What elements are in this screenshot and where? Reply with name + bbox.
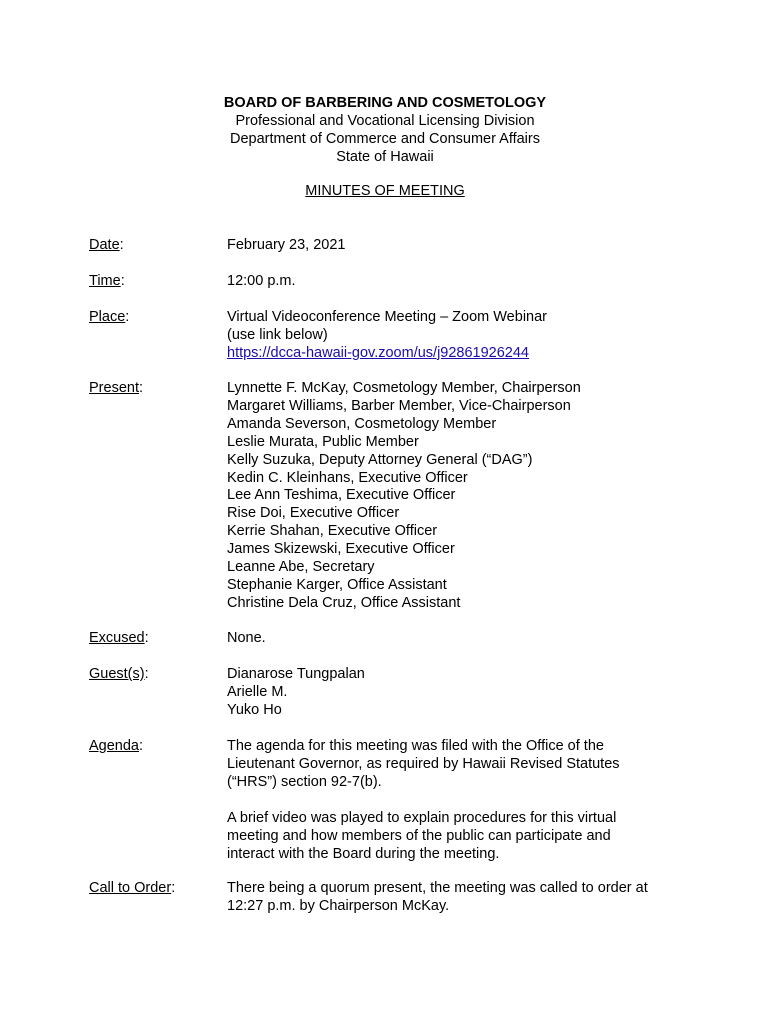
agenda-label-text: Agenda	[89, 738, 139, 754]
place-line-1: Virtual Videoconference Meeting – Zoom Webinar	[227, 309, 547, 325]
time-value	[227, 273, 677, 291]
department-name: Department of Commerce and Consumer Affairs	[229, 131, 540, 147]
zoom-webinar-link[interactable]: https://dcca-hawaii-gov.zoom/us/j92861926244	[227, 344, 530, 361]
date-label: Date:	[89, 237, 124, 253]
present-label: Present:	[89, 380, 144, 396]
division-name: Professional and Vocational Licensing Division	[235, 113, 535, 129]
place-line-2: (use link below)	[227, 326, 328, 343]
agenda-text	[227, 738, 677, 863]
place-label: Place:	[89, 309, 130, 325]
present-person: Kerrie Shahan, Executive Officer	[227, 523, 438, 540]
excused-label-text: Excused	[89, 630, 145, 646]
guest-person: Yuko Ho	[227, 701, 282, 718]
agenda-label: Agenda:	[89, 738, 144, 754]
present-person: Amanda Severson, Cosmetology Member	[227, 415, 497, 432]
call-to-order-text	[227, 880, 687, 916]
place-value	[227, 309, 677, 363]
present-person: Margaret Williams, Barber Member, Vice-Chairperson	[227, 397, 571, 414]
present-person: Kedin C. Kleinhans, Executive Officer	[227, 469, 468, 486]
call-to-order-line: 12:27 p.m. by Chairperson McKay.	[227, 897, 450, 914]
state-name: State of Hawaii	[336, 149, 434, 165]
excused-label: Excused:	[89, 630, 149, 646]
excused-value	[227, 630, 677, 648]
present-person: Rise Doi, Executive Officer	[227, 505, 400, 522]
document-header	[0, 94, 770, 166]
present-person: Leanne Abe, Secretary	[227, 559, 375, 576]
agenda-line: Lieutenant Governor, as required by Hawaii Revised Statutes	[227, 755, 620, 772]
present-person: Lee Ann Teshima, Executive Officer	[227, 487, 456, 504]
agenda-line: interact with the Board during the meeting.	[227, 845, 500, 862]
present-list	[227, 380, 677, 613]
guest-person: Dianarose Tungpalan	[227, 666, 365, 682]
minutes-heading-text: MINUTES OF MEETING	[305, 183, 465, 199]
time-value-text: 12:00 p.m.	[227, 273, 296, 289]
guests-list	[227, 666, 677, 720]
date-value-text: February 23, 2021	[227, 237, 346, 253]
present-label-text: Present	[89, 380, 139, 396]
place-label-text: Place	[89, 309, 126, 325]
time-label-text: Time	[89, 273, 121, 289]
present-person: Leslie Murata, Public Member	[227, 433, 419, 450]
present-person: Stephanie Karger, Office Assistant	[227, 576, 447, 593]
agenda-paragraph-1	[227, 738, 677, 792]
date-value	[227, 237, 677, 255]
minutes-heading	[0, 183, 770, 199]
agenda-line: The agenda for this meeting was filed with the Office of the	[227, 738, 604, 754]
guest-person: Arielle M.	[227, 683, 288, 700]
present-person: Christine Dela Cruz, Office Assistant	[227, 594, 461, 611]
excused-value-text: None.	[227, 630, 266, 646]
call-to-order-label: Call to Order:	[89, 880, 176, 896]
agenda-line: meeting and how members of the public can participate and	[227, 827, 611, 844]
agenda-paragraph-2	[227, 810, 677, 864]
present-person: Lynnette F. McKay, Cosmetology Member, Chairperson	[227, 380, 581, 396]
guests-label-text: Guest(s)	[89, 666, 145, 682]
agenda-line: (“HRS”) section 92-7(b).	[227, 773, 382, 790]
call-to-order-label-text: Call to Order	[89, 880, 172, 896]
agenda-line: A brief video was played to explain procedures for this virtual	[227, 809, 617, 826]
call-to-order-line: There being a quorum present, the meeting was called to order at	[227, 880, 648, 896]
present-person: James Skizewski, Executive Officer	[227, 541, 455, 558]
guests-label: Guest(s):	[89, 666, 149, 682]
time-label: Time:	[89, 273, 125, 289]
present-person: Kelly Suzuka, Deputy Attorney General (“DAG”)	[227, 451, 533, 468]
date-label-text: Date	[89, 237, 120, 253]
board-title: BOARD OF BARBERING AND COSMETOLOGY	[223, 95, 547, 111]
